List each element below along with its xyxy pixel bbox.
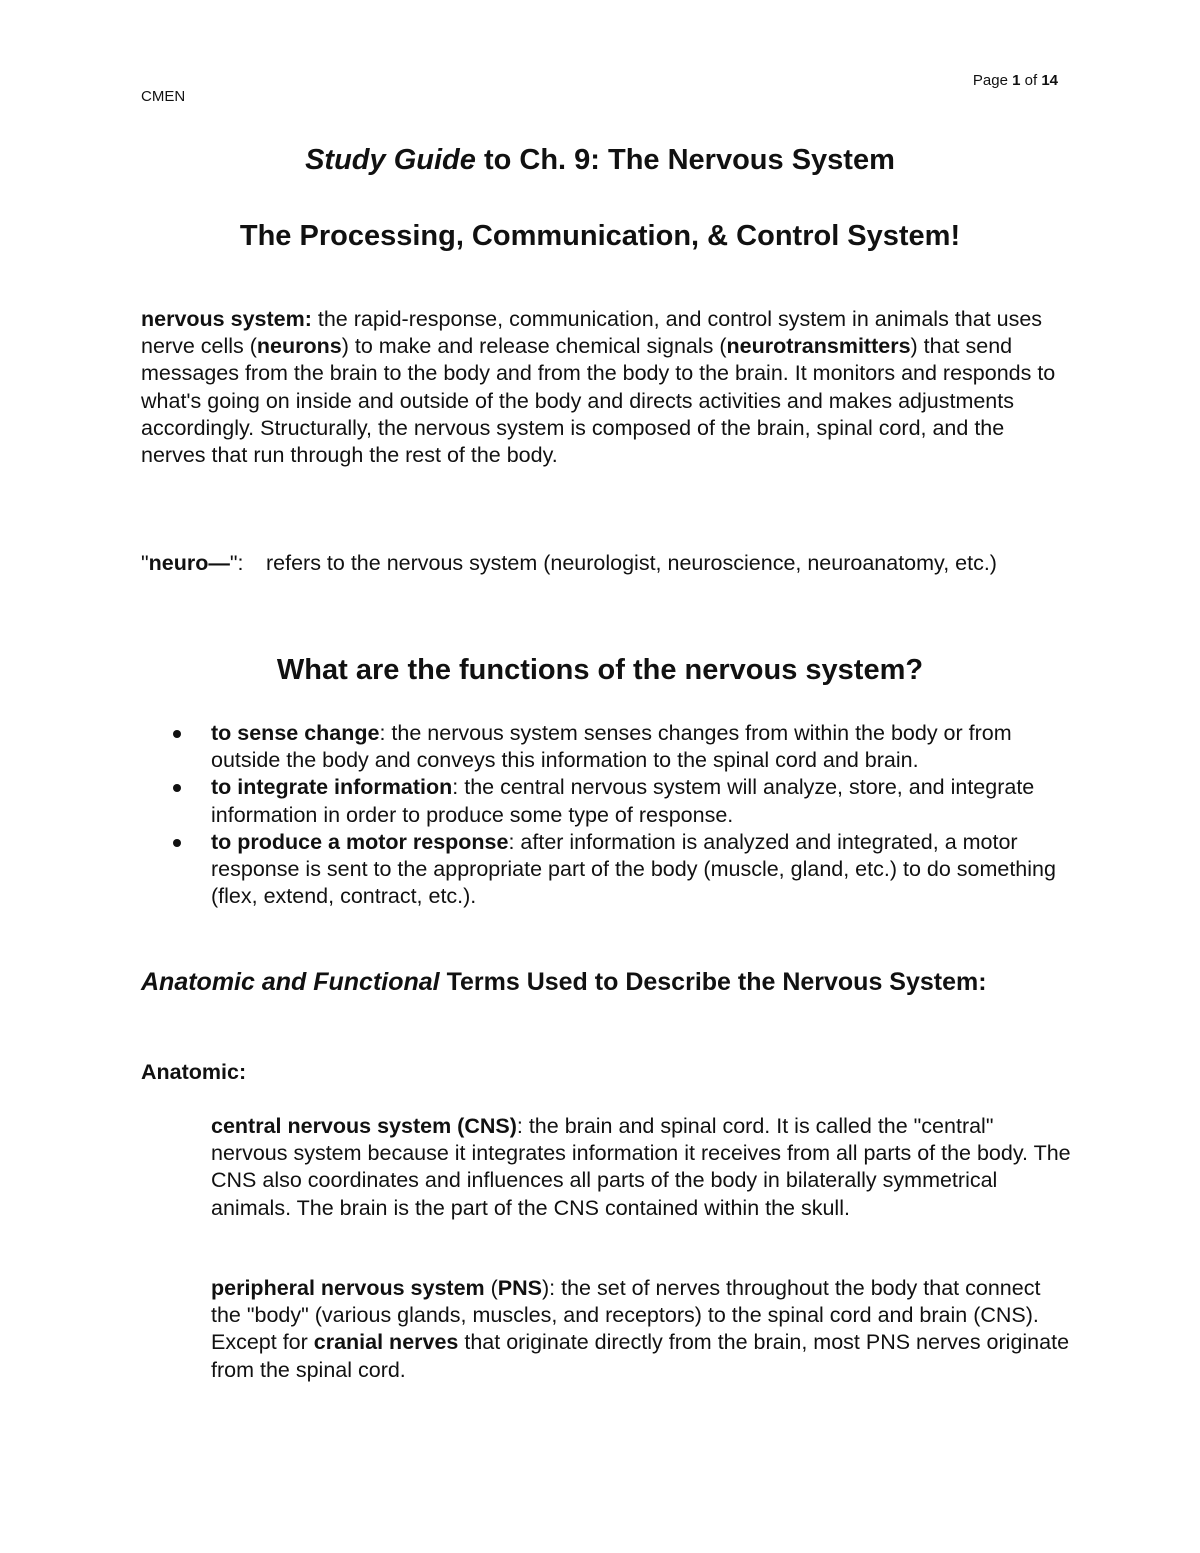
list-item: to sense change: the nervous system senses changes from within the body or from outside the body and conveys this information to the spinal cord and brain. xyxy=(160,720,1070,774)
nervous-system-definition: nervous system: the rapid-response, communication, and control system in animals that uses nerve cells (neurons) to make and release chemical signals (neurotransmitters) that send messages from the brain to the body and from the body to the brain. It monitors and responds to what's going on inside and outside of the body and directs activities and makes adjustments accordingly. Structurally, the nervous system is composed of the brain, spinal cord, and the nerves that run through the rest of the body. xyxy=(141,307,1056,468)
anatomic-heading: Anatomic: xyxy=(141,1060,247,1084)
bullet-icon xyxy=(173,784,181,792)
bullet-icon xyxy=(173,839,181,847)
bullet-icon xyxy=(173,730,181,738)
cns-definition: central nervous system (CNS): the brain and spinal cord. It is called the "central" nervous system because it integrates information it receives from all parts of the body. The CNS also coordinates and influences all parts of the body in bilaterally symmetrical animals. The brain is the part of the CNS contained within the skull. xyxy=(211,1114,1071,1220)
functions-list xyxy=(160,720,1070,910)
page-subtitle: The Processing, Communication, & Control System! xyxy=(239,220,961,252)
list-item: to produce a motor response: after information is analyzed and integrated, a motor response is sent to the appropriate part of the body (muscle, gland, etc.) to do something (flex, extend, contract, etc.). xyxy=(160,829,1070,911)
page-title xyxy=(0,142,1200,178)
title-italic: Study Guide xyxy=(305,144,476,176)
title-rest: to Ch. 9: The Nervous System xyxy=(475,144,895,176)
page-number: Page 1 of 14 xyxy=(972,72,1058,89)
prefix-definition: refers to the nervous system (neurologist, neuroscience, neuroanatomy, etc.) xyxy=(266,551,997,575)
functions-heading: What are the functions of the nervous system? xyxy=(276,654,924,686)
pns-definition: peripheral nervous system (PNS): the set of nerves throughout the body that connect the "body" (various glands, muscles, and receptors) to the spinal cord and brain (CNS). Except for cranial nerves that originate directly from the brain, most PNS nerves originate from the spinal cord. xyxy=(211,1276,1070,1382)
header-label: CMEN xyxy=(141,88,186,105)
terms-heading: Anatomic and Functional Terms Used to Describe the Nervous System: xyxy=(141,968,987,996)
prefix-term: "neuro—": xyxy=(141,551,244,575)
list-item: to integrate information: the central nervous system will analyze, store, and integrate information in order to produce some type of response. xyxy=(160,774,1070,828)
